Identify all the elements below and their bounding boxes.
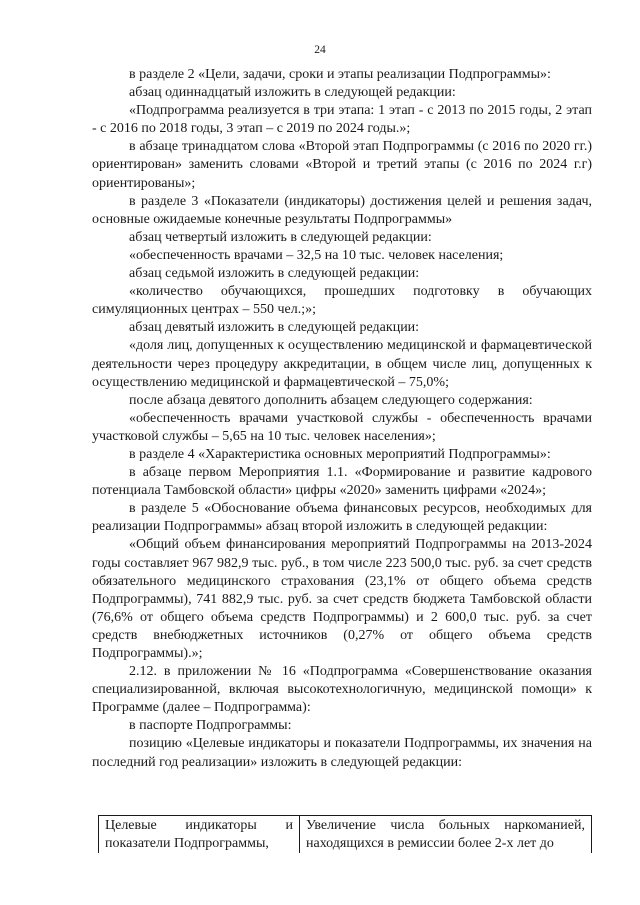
paragraph: абзац седьмой изложить в следующей редакции: [129,266,420,282]
paragraph: в абзаце первом Мероприятия 1.1. «Формирование и развитие кадрового потенциала Тамбовской области» цифры «2020» заменить цифрами «2024»; [92,465,592,499]
indicators-table [98,815,592,853]
paragraph: в разделе 5 «Обоснование объема финансовых ресурсов, необходимых для реализации Подпрограммы» абзац второй изложить в следующей редакции: [92,501,592,535]
page-number: 24 [314,44,326,56]
document-body [92,66,592,772]
paragraph: в разделе 3 «Показатели (индикаторы) достижения целей и решения задач, основные ожидаемые конечные результаты Подпрограммы» [92,193,592,227]
paragraph: «обеспеченность врачами участковой службы - обеспеченность врачами участковой службы – 5,65 на 10 тыс. человек населения»; [92,410,592,444]
paragraph: позицию «Целевые индикаторы и показатели Подпрограммы, их значения на последний год реализации» изложить в следующей редакции: [92,736,592,770]
paragraph: абзац четвертый изложить в следующей редакции: [129,229,432,245]
paragraph: в абзаце тринадцатом слова «Второй этап Подпрограммы (с 2016 по 2020 гг.) ориентирован» заменить словами «Второй и третий этапы (с 2016 по 2024 г.г) ориентированы»; [92,139,592,191]
paragraph: 2.12. в приложении № 16 «Подпрограмма «Совершенствование оказания специализированной, включая высокотехнологичную, медицинской помощи» к Программе (далее – Подпрограмма): [92,664,592,716]
paragraph: «доля лиц, допущенных к осуществлению медицинской и фармацевтической деятельности через процедуру аккредитации, в общем числе лиц, допущенных к осуществлению медицинской и фармацевтической – 75,0%; [92,338,592,390]
table-cell-label: Целевые индикаторы и показатели Подпрограммы, [99,816,300,854]
paragraph: в разделе 2 «Цели, задачи, сроки и этапы реализации Подпрограммы»: [129,67,551,82]
table-row [99,816,592,854]
table-cell-value: Увеличение числа больных наркоманией, находящихся в ремиссии более 2-х лет до [300,816,592,854]
paragraph: в разделе 4 «Характеристика основных мероприятий Подпрограммы»: [129,446,551,462]
paragraph: абзац одиннадцатый изложить в следующей редакции: [129,85,456,101]
paragraph: «Общий объем финансирования мероприятий Подпрограммы на 2013-2024 годы составляет 967 982,9 тыс. руб., в том числе 223 500,0 тыс. руб. за счет средств обязательного медицинского страхования (23,1% от общего объема средств Подпрограммы), 741 882,9 тыс. руб. за счет средств бюджета Тамбовской области (76,6% от общего объема средств Подпрограммы) и 2 600,0 тыс. руб. за счет средств внебюджетных источников (0,27% от общего объема средств Подпрограммы).»; [92,537,592,661]
paragraph: после абзаца девятого дополнить абзацем следующего содержания: [129,392,533,408]
paragraph: абзац девятый изложить в следующей редакции: [129,320,420,336]
paragraph: в паспорте Подпрограммы: [129,718,292,734]
paragraph: «обеспеченность врачами – 32,5 на 10 тыс. человек населения; [129,247,504,263]
paragraph: «Подпрограмма реализуется в три этапа: 1 этап - с 2013 по 2015 годы, 2 этап - с 2016 по 2018 годы, 3 этап – с 2019 по 2024 годы.»; [92,103,592,137]
paragraph: «количество обучающихся, прошедших подготовку в обучающих симуляционных центрах – 550 чел.;»; [92,284,592,318]
